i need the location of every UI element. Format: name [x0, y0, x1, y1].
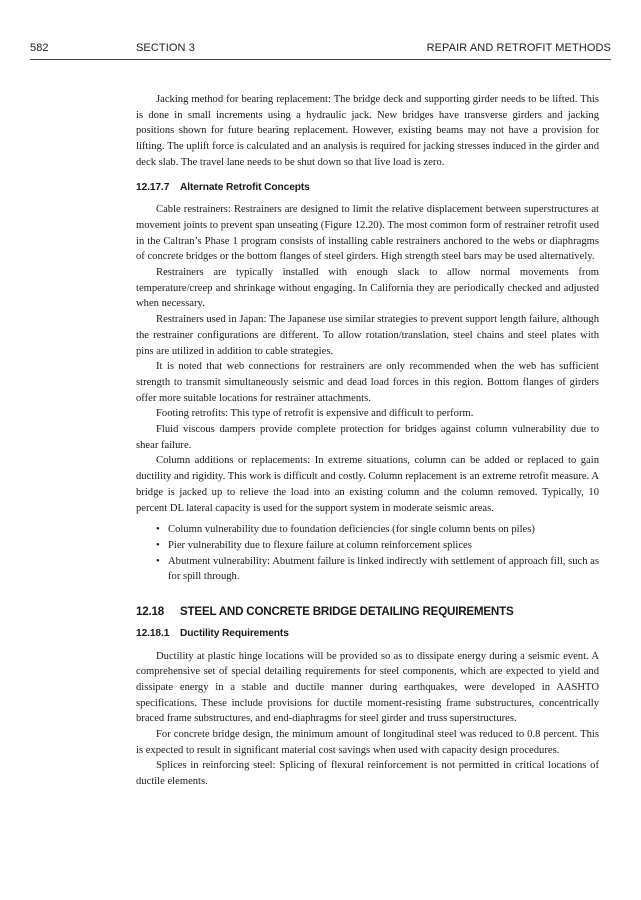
paragraph: Column additions or replacements: In extreme situations, column can be added or replaced to gain ductility and rigidity. This work is difficult and costly. Column replacement is an extreme retrofit measure. A bridge is jacked up to relieve the load into an existing column and the column removed. Typically, 10 percent DL lateral capacity is used for the support system in moderate seismic areas. — [136, 455, 599, 514]
paragraph: Footing retrofits: This type of retrofit is expensive and difficult to perform. — [156, 408, 474, 420]
paragraph: Restrainers are typically installed with enough slack to allow normal movements from temperature/creep and shrinkage without engaging. In California they are periodically checked and adjusted when necessary. — [136, 267, 599, 310]
intro-paragraph: Jacking method for bearing replacement: The bridge deck and supporting girder needs to be lifted. This is done in small increments using a hydraulic jack. New bridges have transverse girders and jacking positions shown for future bearing replacement. However, existing beams may not have a provision for lifting. The uplift force is calculated and an analysis is required for jacking stresses induced in the girder and deck slab. The travel lane needs to be shut down so that live load is zero. — [136, 94, 599, 168]
section-label: SECTION 3 — [136, 42, 195, 54]
paragraph: It is noted that web connections for restrainers are only recommended when the web has sufficient strength to transmit simultaneously seismic and dead load forces in this region. Bottom flanges of girders offer more suitable locations for restrainer attachments. — [136, 361, 599, 404]
paragraph: Fluid viscous dampers provide complete protection for bridges against column vulnerability due to shear failure. — [136, 424, 599, 451]
page-number: 582 — [30, 42, 49, 54]
heading-number: 12.18.1 — [136, 627, 170, 639]
bullet-list — [136, 522, 599, 585]
heading-12-18 — [136, 604, 599, 620]
list-item: • Abutment vulnerability: Abutment failure is linked indirectly with settlement of approach fill, such as for spill through. — [156, 554, 599, 585]
chapter-title: REPAIR AND RETROFIT METHODS — [426, 42, 611, 54]
heading-title: Alternate Retrofit Concepts — [180, 181, 310, 193]
heading-title: STEEL AND CONCRETE BRIDGE DETAILING REQUIREMENTS — [180, 605, 514, 619]
paragraph: Ductility at plastic hinge locations will be provided so as to dissipate energy during a seismic event. A comprehensive set of special detailing requirements for steel components, which are expected to yield and dissipate energy in a stable and ductile manner during earthquakes, were developed in AASHTO specifications. These include provisions for ductile moment-resisting frame substructures, concentrically braced frame substructures, and end-diaphragms for steel girder and truss superstructures. — [136, 650, 599, 725]
paragraph: Restrainers used in Japan: The Japanese use similar strategies to prevent support length failure, although the restrainer configurations are different. To allow rotation/translation, steel chains and steel plates with pins are utilized in addition to cable strategies. — [136, 314, 599, 357]
heading-12-17-7 — [136, 180, 599, 196]
paragraph: Splices in reinforcing steel: Splicing of flexural reinforcement is not permitted in critical locations of ductile elements. — [136, 760, 599, 788]
header-rule — [30, 59, 611, 60]
page-body — [136, 92, 599, 790]
list-item: • Column vulnerability due to foundation deficiencies (for single column bents on piles) — [156, 522, 599, 538]
paragraph: For concrete bridge design, the minimum amount of longitudinal steel was reduced to 0.8 percent. This is expected to result in significant material cost savings when used with capacity design procedures. — [136, 729, 599, 756]
heading-number: 12.17.7 — [136, 181, 170, 193]
list-item: • Pier vulnerability due to flexure failure at column reinforcement splices — [156, 538, 599, 554]
heading-number: 12.18 — [136, 605, 165, 619]
paragraph: Cable restrainers: Restrainers are designed to limit the relative displacement between superstructures at movement joints to prevent span unseating (Figure 12.20). The most common form of restrainer retrofit used in the Caltran’s Phase 1 program consists of installing cable restrainers anchored to the webs or diaphragms of concrete bridges or the bottom flanges of steel girders. High strength steel bars may be used alternatively. — [136, 204, 599, 263]
heading-12-18-1 — [136, 626, 599, 642]
heading-title: Ductility Requirements — [180, 627, 289, 639]
